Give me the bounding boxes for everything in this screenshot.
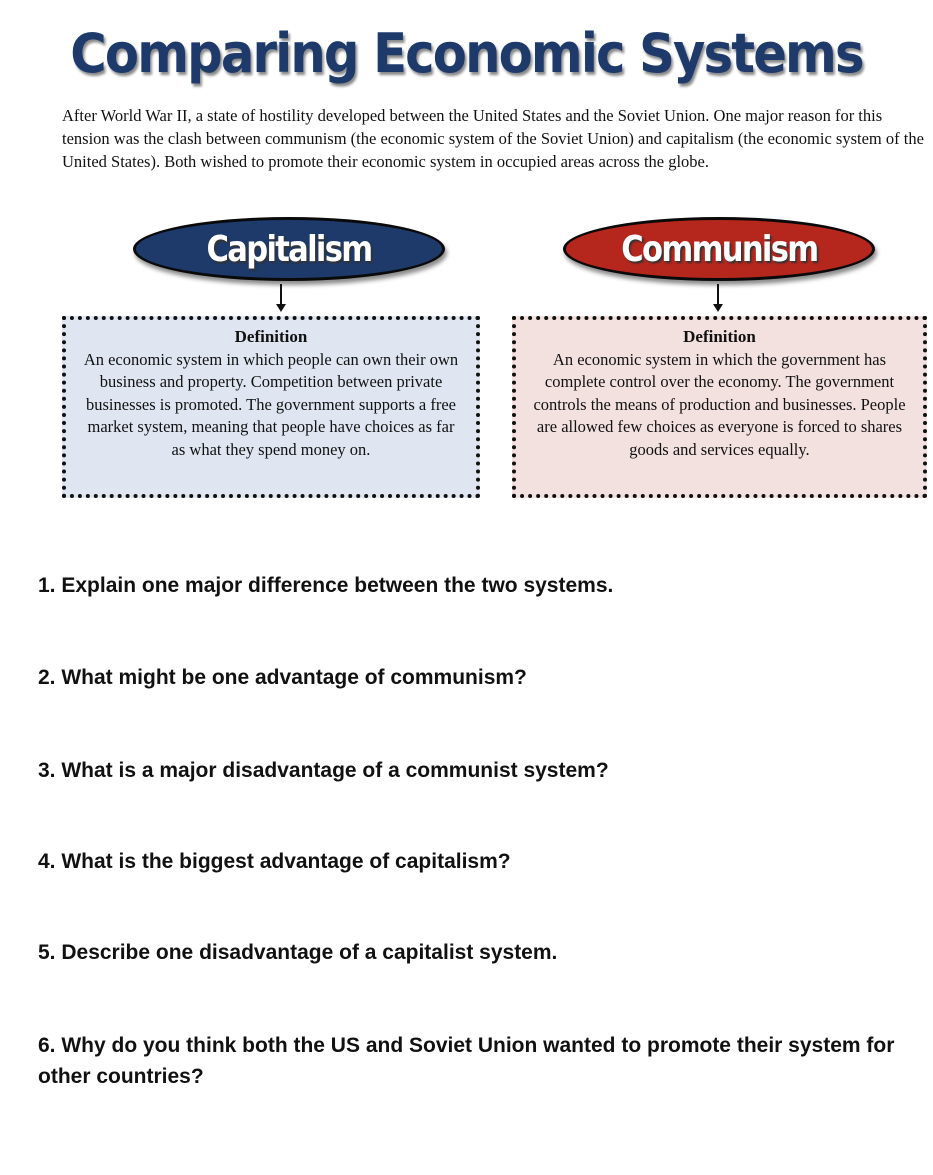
question-5: 5. Describe one disadvantage of a capitalist system. bbox=[38, 941, 558, 964]
question-6: 6. Why do you think both the US and Soviet Union wanted to promote their system for other countries? bbox=[38, 1034, 895, 1088]
capitalism-definition-heading: Definition bbox=[234, 327, 308, 346]
communism-label: Communism bbox=[620, 228, 818, 270]
question-2: 2. What might be one advantage of communism? bbox=[38, 666, 527, 689]
question-1: 1. Explain one major difference between the two systems. bbox=[38, 574, 614, 597]
capitalism-definition-box bbox=[62, 316, 480, 498]
capitalism-label: Capitalism bbox=[206, 228, 372, 270]
question-3: 3. What is a major disadvantage of a communist system? bbox=[38, 759, 609, 782]
communism-definition-heading: Definition bbox=[683, 327, 756, 346]
communism-definition-text: An economic system in which the government has complete control over the economy. The government controls the means of production and businesses. People are allowed few choices as everyone is forced to shares goods and services equally. bbox=[533, 349, 906, 459]
capitalism-oval bbox=[133, 217, 445, 281]
communism-definition-box bbox=[512, 316, 927, 498]
intro-paragraph: After World War II, a state of hostility developed between the United States and the Soviet Union. One major reason for this tension was the clash between communism (the economic system of the Soviet Union) and capitalism (the economic system of the United States). Both wished to promote their economic system in occupied areas across the globe. bbox=[62, 106, 924, 171]
page-title: Comparing Economic Systems bbox=[70, 22, 863, 85]
communism-oval bbox=[563, 217, 875, 281]
question-4: 4. What is the biggest advantage of capitalism? bbox=[38, 850, 511, 873]
capitalism-definition-text: An economic system in which people can own their own business and property. Competition between private businesses is promoted. The government supports a free market system, meaning that people have choices as far as what they spend money on. bbox=[83, 349, 459, 459]
